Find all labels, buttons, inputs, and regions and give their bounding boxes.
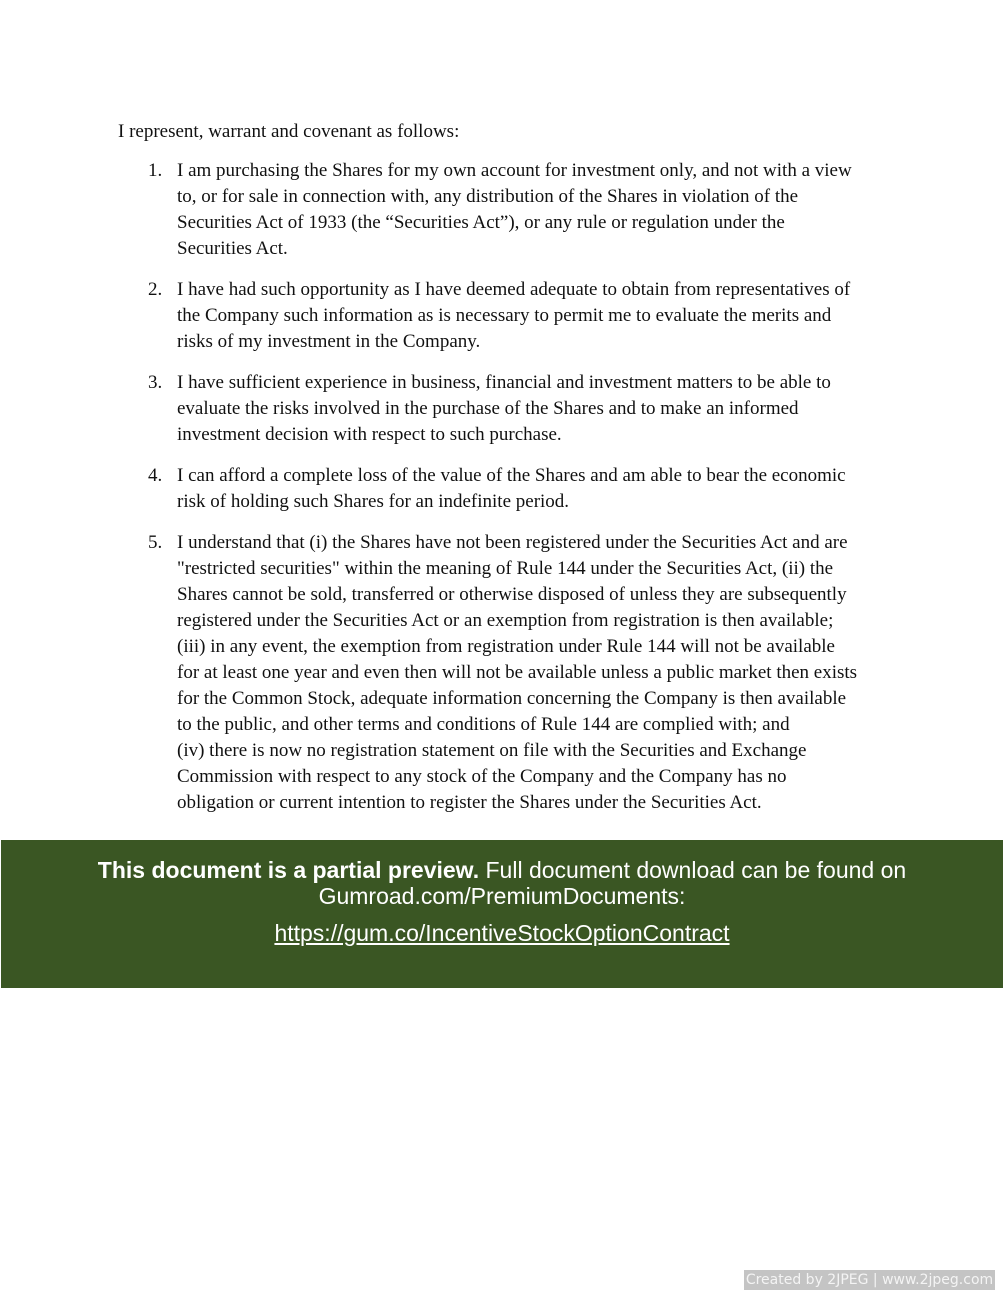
item-text-line: the Company such information as is necessary to permit me to evaluate the merits and <box>177 305 832 326</box>
item-text-line: (iv) there is now no registration statement on file with the Securities and Exchange <box>177 740 807 761</box>
item-text-line: risks of my investment in the Company. <box>177 331 481 352</box>
item-number: 1. <box>148 160 163 181</box>
download-link[interactable]: https://gum.co/IncentiveStockOptionContract <box>274 920 730 946</box>
watermark: Created by 2JPEG | www.2jpeg.com <box>745 1272 994 1288</box>
item-text-line: obligation or current intention to register the Shares under the Securities Act. <box>177 792 762 813</box>
banner-text: Full document download can be found on <box>479 857 907 883</box>
covenant-list <box>148 158 908 831</box>
item-text-line: I have had such opportunity as I have deemed adequate to obtain from representatives of <box>177 279 851 300</box>
item-text-line: I can afford a complete loss of the value of the Shares and am able to bear the economic <box>177 465 846 486</box>
item-text-line: for the Common Stock, adequate information concerning the Company is then available <box>177 688 847 709</box>
item-number: 2. <box>148 279 163 300</box>
item-text-line: Commission with respect to any stock of the Company and the Company has no <box>177 766 787 787</box>
item-text-line: "restricted securities" within the meaning of Rule 144 under the Securities Act, (ii) the <box>177 558 834 579</box>
banner-message <box>1 857 1003 883</box>
item-text-line: I have sufficient experience in business, financial and investment matters to be able to <box>177 372 831 393</box>
list-item <box>148 277 908 355</box>
list-item <box>148 530 908 816</box>
item-text-line: Securities Act of 1933 (the “Securities Act”), or any rule or regulation under the <box>177 212 785 233</box>
item-number: 3. <box>148 372 163 393</box>
preview-banner <box>1 840 1003 988</box>
item-text-line: registered under the Securities Act or an exemption from registration is then available; <box>177 610 834 631</box>
item-text-line: I understand that (i) the Shares have not been registered under the Securities Act and are <box>177 532 848 553</box>
list-item <box>148 158 908 262</box>
item-text-line: risk of holding such Shares for an indefinite period. <box>177 491 570 512</box>
item-text-line: Shares cannot be sold, transferred or otherwise disposed of unless they are subsequently <box>177 584 847 605</box>
item-text-line: (iii) in any event, the exemption from registration under Rule 144 will not be available <box>177 636 835 657</box>
item-text-line: I am purchasing the Shares for my own account for investment only, and not with a view <box>177 160 852 181</box>
banner-text-line2: Gumroad.com/PremiumDocuments: <box>318 883 686 909</box>
item-text-line: for at least one year and even then will not be available unless a public market then exists <box>177 662 858 683</box>
banner-bold-text: This document is a partial preview. <box>97 857 480 883</box>
intro-paragraph: I represent, warrant and covenant as follows: <box>118 121 460 142</box>
list-item <box>148 370 908 448</box>
item-text-line: Securities Act. <box>177 238 288 259</box>
item-text-line: to, or for sale in connection with, any distribution of the Shares in violation of the <box>177 186 799 207</box>
item-text-line: investment decision with respect to such purchase. <box>177 424 562 445</box>
list-item <box>148 463 908 515</box>
item-number: 5. <box>148 532 163 553</box>
item-text-line: evaluate the risks involved in the purchase of the Shares and to make an informed <box>177 398 799 419</box>
item-text-line: to the public, and other terms and conditions of Rule 144 are complied with; and <box>177 714 790 735</box>
item-number: 4. <box>148 465 163 486</box>
